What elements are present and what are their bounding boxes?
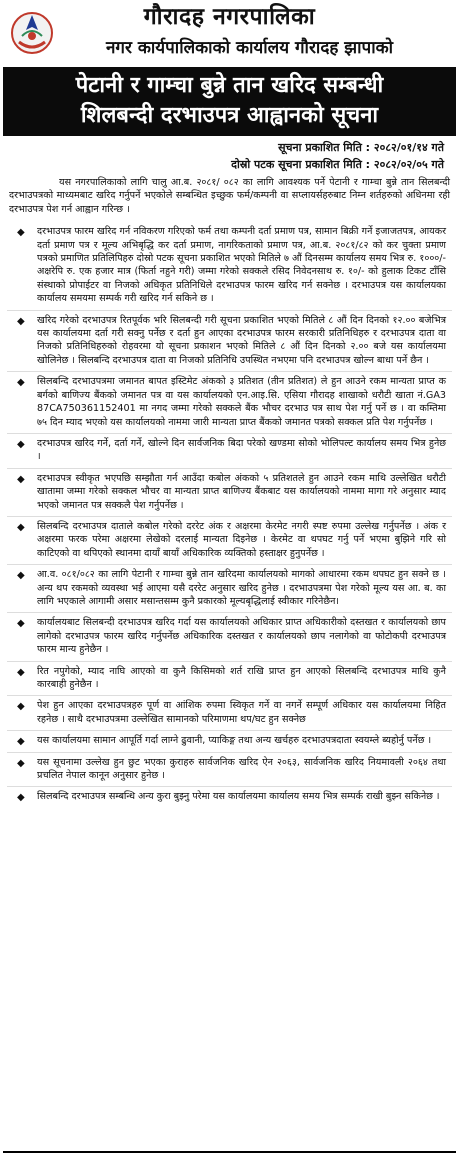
diamond-bullet-icon: ◆	[17, 701, 25, 713]
term-text: दरभाउपत्र खरिद गर्ने, दर्ता गर्ने, खोल्ने दिन सार्वजनिक बिदा परेको खण्डमा सोको भोलिपल्ट कार्यालय समय भित्र हुनेछ ।	[37, 437, 446, 463]
list-item	[7, 696, 452, 731]
term-text: सिलबन्दि दरभाउपत्र दाताले कबोल गरेको दररेट अंक र अक्षरमा केरमेट नगरी स्पष्ट रुपमा उल्लेख गर्नुपर्नेछ । अंक र अक्षरमा फरक परेमा अक्षरमा लेखेको दरलाई मान्यता दिइनेछ । केरमेट वा थपघट गर्नु पर्ने भएमा बुझिने गरि सो काटिएको वा थपिएको स्थानमा दायाँ बायाँ अधिकारिक व्यक्तिको हस्ताक्षर हुनुपर्नेछ ।	[37, 520, 446, 559]
bottom-rule	[3, 1151, 456, 1153]
list-item	[7, 787, 452, 807]
list-item	[7, 311, 452, 373]
notice-title-line-2: शिलबन्दी दरभाउपत्र आह्वानको सूचना	[80, 103, 379, 128]
office-name: नगर कार्यपालिकाको कार्यालय गौरादह झापाको	[105, 38, 394, 58]
notice-title-line-1: पेटानी र गाम्चा बुन्ने तान खरिद सम्बन्धी	[75, 73, 384, 98]
first-publication-date: सूचना प्रकाशित मिति : २०८२/०१/१४ गते	[278, 141, 444, 154]
diamond-bullet-icon: ◆	[17, 736, 25, 748]
term-text: दरभाउपत्र स्वीकृत भएपछि सम्झौता गर्न आउँदा कबोल अंकको ५ प्रतिशतले हुन आउने रकम माथि उल्लेखित धरौटी खातामा जम्मा गरेको सक्कल भौचर वा मान्यता प्राप्त बाणिज्य बैंकबाट यस कार्यालयको नाममा मागा गरे अनुसार म्याद भएको जमानत पत्र सक्कलै पेश गर्नुपर्नेछ ।	[37, 472, 446, 511]
diamond-bullet-icon: ◆	[17, 521, 25, 533]
list-item	[7, 662, 452, 697]
term-text: सिलबन्दि दरभाउपत्र सम्बन्धि अन्य कुरा बुझ्नु परेमा यस कार्यालयमा कार्यालय समय भित्र सम्पर्क राखी बुझ्न सकिनेछ ।	[37, 791, 440, 803]
list-item	[7, 222, 452, 310]
list-item	[7, 517, 452, 565]
term-text: कार्यालयबाट सिलबन्दी दरभाउपत्र खरिद गर्दा यस कार्यालयको अधिकार प्राप्त अधिकारीको दस्तखत र कार्यालयको छाप लागेको दरभाउपत्र फारम खरिद गर्नुपर्नेछ अधिकारिक दस्तखत र कार्यालयको छाप नलागेको वा फोटोकपी दरभाउपत्र फारम मान्य हुनेछैन ।	[37, 617, 446, 656]
list-item	[7, 731, 452, 752]
municipality-name: गौरादह नगरपालिका	[143, 4, 316, 30]
notice-title	[3, 67, 456, 136]
list-item	[7, 565, 452, 613]
terms-list	[3, 222, 456, 808]
diamond-bullet-icon: ◆	[17, 792, 25, 804]
diamond-bullet-icon: ◆	[17, 227, 25, 239]
diamond-bullet-icon: ◆	[17, 757, 25, 769]
term-text: आ.व. ०८१/०८२ का लागि पेटानी र गाम्चा बुन्ने तान खरिदमा कार्यालयको मागको आधारमा रकम थपघट हुन सक्ने छ । अन्य थप रकमको व्यवस्था भई आएमा यसै दररेट अनुसार खरिद हुनेछ । दरभाउपत्रमा पेश गरेको मूल्य यस आ. ब. का लागि भएकाले आगामी असार मसान्तसम्म कुनै प्रकारको मूल्यबृद्धिलाई स्वीकार गरिनेछैन।	[37, 569, 446, 607]
diamond-bullet-icon: ◆	[17, 570, 25, 582]
diamond-bullet-icon: ◆	[17, 666, 25, 678]
term-text: दरभाउपत्र फारम खरिद गर्न नविकरण गरिएको फर्म तथा कम्पनी दर्ता प्रमाण पत्र, सामान बिक्री गर्ने इजाजतपत्र, आयकर दर्ता प्रमाण पत्र र मूल्य अभिबृद्धि कर दर्ता प्रमाण, नागरिकताको प्रमाण पत्र, आ.ब. २०८१/८२ को कर चुक्ता प्रमाण पत्रको प्रमाणित प्रतिलिपिहरु दोस्रो पटक सूचना प्रकाशित भएको मितिले ७ औं दिनसम्म कार्यालय समय भित्र रु. १०००/- अक्षरेपि रु. एक हजार मात्र (फिर्ता नहुने गरी) जम्मा गरेको सक्कले रसिद निवेदनसाथ रु. १०/- को हुलाक टिकट टाँसि संस्थाको प्रोपाईटर वा निजको अधिकृत प्रतिनिधिले दरभाउपत्र फारम खरिद गर्न सक्नेछ । दरभाउपत्र यस कार्यालयका कार्यालय समयमा सम्पर्क गरी खरिद गर्न सकिने छ ।	[37, 226, 446, 305]
list-item	[7, 434, 452, 469]
diamond-bullet-icon: ◆	[17, 473, 25, 485]
list-item	[7, 753, 452, 788]
diamond-bullet-icon: ◆	[17, 377, 25, 389]
list-item	[7, 469, 452, 517]
term-text: खरिद गरेको दरभाउपत्र रितपूर्वक भरि सिलबन्दी गरी सूचना प्रकाशित भएको मितिले ८ औं दिन दिनको १२.०० बजेभित्र यस कार्यालयमा दर्ता गरी सक्नु पर्नेछ र दर्ता हुन आएका दरभाउपत्र फारम सरकारी प्रतिनिधिहरु र दरभाउपत्र दाता वा निजको प्रतिनिधिहरुको रोहवरमा यो सूचना प्रकाशन भएको मितिले ८ औं दिन दिनको २.०० बजे यस कार्यालयमा खोलिनेछ । सिलबन्दि दरभाउपत्र दाता वा निजको प्रतिनिधि उपस्थित नभएमा पनि दरभाउपत्र खोल्न बाधा पर्ने छैन ।	[37, 314, 446, 366]
term-text: यस सूचनामा उल्लेख हुन छुट भएका कुराहरु सार्वजनिक खरिद ऐन २०६३, सार्वजनिक खरिद नियमावली २०६४ तथा प्रचलित नेपाल कानून अनुसार हुनेछ ।	[37, 756, 446, 782]
term-text: यस कार्यालयमा सामान आपूर्ति गर्दा लाग्ने ढुवानी, प्याकिङ्ग तथा अन्य खर्चहरु दरभाउपत्रदाता स्वयम्ले ब्यहोर्नु पर्नेछ ।	[37, 735, 432, 747]
term-text: रित नपुगेको, म्याद नाघि आएको वा कुनै किसिमको शर्त राखि प्राप्त हुन आएको सिलबन्दि दरभाउपत्र माथि कुनै कारबाही हुनेछैन ।	[37, 665, 446, 690]
term-text: पेश हुन आएका दरभाउपत्रहरु पूर्ण वा आंशिक रुपमा स्विकृत गर्ने वा नगर्ने सम्पूर्ण अधिकार यस कार्यालयमा निहित रहनेछ । साथै दरभाउपत्रमा उल्लेखित सामानको परिमाणमा थप/घट हुन सक्नेछ	[37, 700, 446, 725]
publication-dates	[3, 139, 456, 173]
term-text: सिलबन्दि दरभाउपत्रमा जमानत बापत इस्टिमेट अंकको ३ प्रतिशत (तीन प्रतिशत) ले हुन आउने रकम मान्यता प्राप्त क बर्गको बाणिज्य बैंकको जमानत पत्र वा यस कार्यालयको एन.आइ.सि. एसिया गौरादह शाखाको धरौटी खाता नं.GA3 87CA750361152401 मा नगद जम्मा गरेको सक्कले बैंक भौचर दरभाउ पत्र साथ पेश गर्नु पर्ने छ । वा कम्तिमा ७५ दिन म्याद भएको यस कार्यालयको नाममा जारी मान्यता प्राप्त बैंकको जमानत पत्रको सक्कल प्रति पेश गर्नुपर्नेछ ।	[37, 376, 446, 428]
diamond-bullet-icon: ◆	[17, 315, 25, 327]
diamond-bullet-icon: ◆	[17, 438, 25, 450]
list-item	[7, 372, 452, 434]
second-publication-date: दोस्रो पटक सूचना प्रकाशित मिति : २०८२/०२/०५ गते	[231, 158, 444, 171]
diamond-bullet-icon: ◆	[17, 618, 25, 630]
letterhead	[3, 2, 456, 66]
list-item	[7, 613, 452, 661]
intro-paragraph: यस नगरपालिकाको लागि चालु आ.ब. २०८१/ ०८२ का लागि आवश्यक पर्ने पेटानी र गाम्चा बुन्ने तान सिलबन्दी दरभाउपत्रको माध्यमबाट खरिद गर्नुपर्ने भएकोले सम्बन्धित इच्छुक फर्म/कम्पनी वा सप्लायर्सहरुबाट निम्न शर्तहरुको अधिनमा रही दरभाउपत्र पेश गर्न आह्वान गरिन्छ ।	[9, 177, 450, 215]
